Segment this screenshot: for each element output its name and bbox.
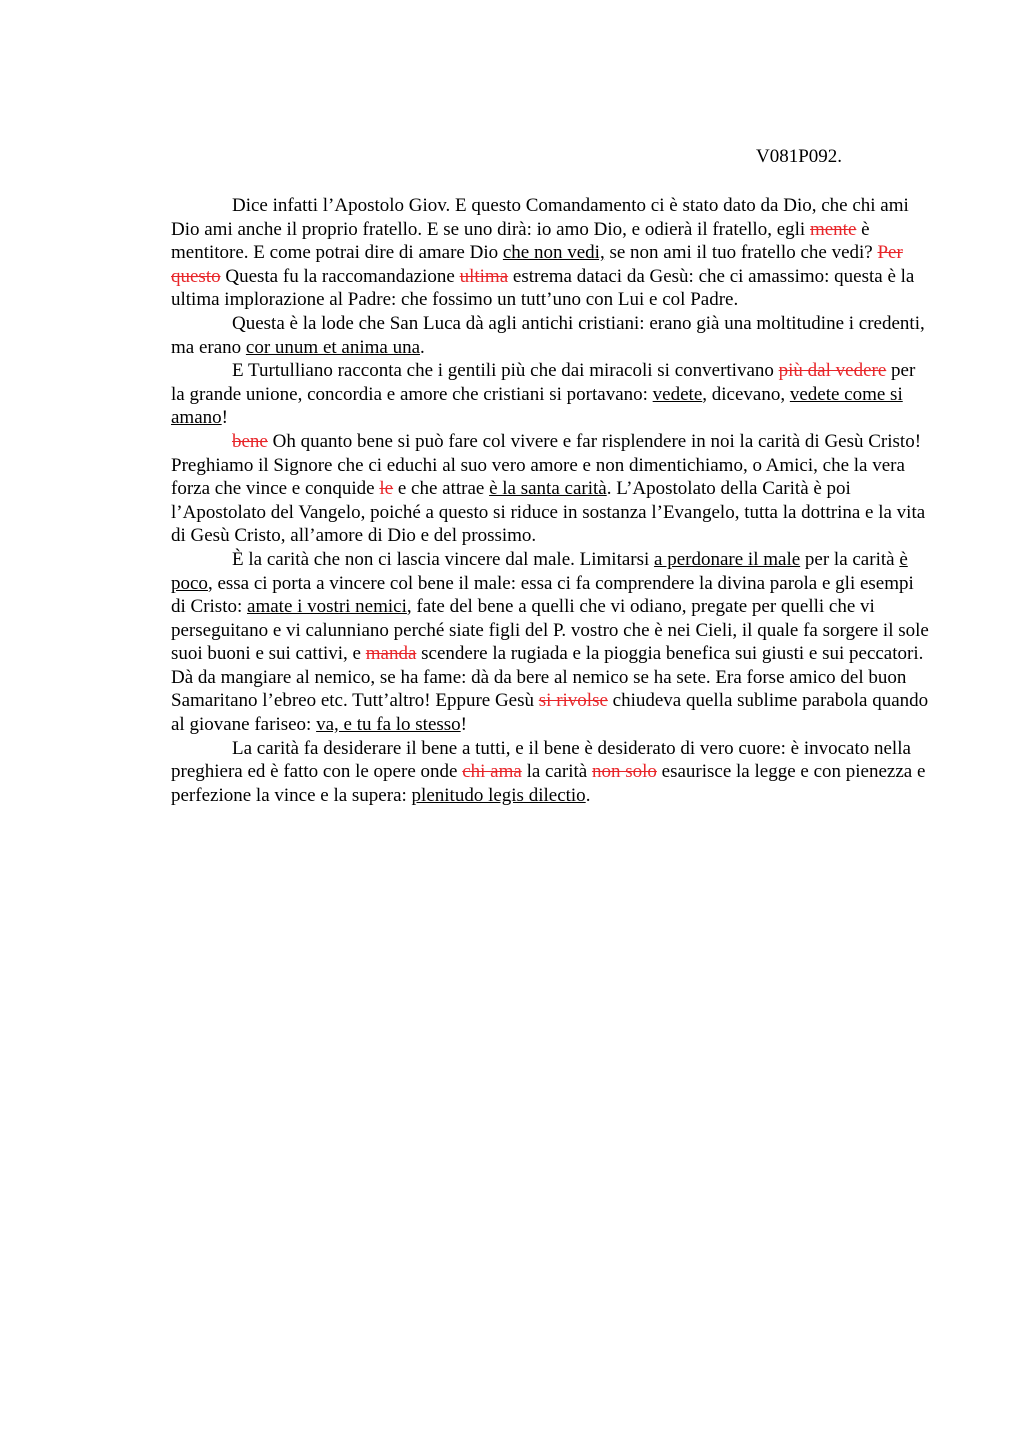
deleted-text: ultima <box>459 265 509 287</box>
deleted-text: le <box>379 478 394 500</box>
page-identifier: V081P092. <box>756 146 843 167</box>
paragraph <box>171 194 931 312</box>
text-run: . L’Apostolato della Carità è poi l’Apostolato del Vangelo, poiché a questo si riduce in sostanza l’Evangelo, tutta la dottrina e la vita di Gesù Cristo, all’amore di Dio e del prossimo. <box>171 478 926 547</box>
paragraph <box>171 359 931 430</box>
underlined-text: vedete come si amano <box>171 383 903 429</box>
text-run: estrema dataci da Gesù: che ci amassimo: questa è la ultima implorazione al Padre: che fossimo un tutt’uno con Lui e col Padre. <box>171 265 915 311</box>
text-run: la carità <box>521 761 592 783</box>
text-run: , essa ci porta a vincere col bene il male: essa ci fa comprendere la divina parola e gli esempi di Cristo: <box>171 572 914 618</box>
underlined-text: va, e tu fa lo stesso <box>316 714 461 736</box>
text-run: Oh quanto bene si può fare col vivere e far risplendere in noi la carità di Gesù Cristo! Preghiamo il Signore che ci educhi al suo vero amore e non dimentichiamo, o Amici, che la vera forza che vince e conquide <box>171 430 922 500</box>
deleted-text: non solo <box>591 761 657 783</box>
text-run: ! <box>460 714 467 736</box>
underlined-text: vedete <box>652 383 703 405</box>
deleted-text: Per questo <box>171 242 903 287</box>
deleted-text: bene <box>232 430 268 452</box>
text-run: , dicevano, <box>702 383 790 405</box>
underlined-text: a perdonare il male <box>654 548 801 570</box>
text-run: . <box>420 336 425 358</box>
paragraph <box>171 430 931 548</box>
text-run: è mentitore. E come potrai dire di amare Dio <box>171 218 870 264</box>
deleted-text: si rivolse <box>538 690 608 712</box>
text-run: . <box>585 784 591 806</box>
paragraph <box>171 312 931 359</box>
text-run: Questa è la lode che San Luca dà agli antichi cristiani: erano già una moltitudine i credenti, ma erano <box>171 312 925 358</box>
paragraph <box>171 737 931 808</box>
paragraph <box>171 548 931 737</box>
underlined-text: amate i vostri nemici <box>247 596 407 618</box>
text-run: È la carità che non ci lascia vincere dal male. Limitarsi <box>232 548 655 570</box>
text-run: La carità fa desiderare il bene a tutti, e il bene è desiderato di vero cuore: è invocato nella preghiera ed è fatto con le opere onde <box>171 737 911 783</box>
deleted-text: chi ama <box>462 761 522 783</box>
underlined-text: cor unum et anima una <box>245 336 421 358</box>
text-run: chiudeva quella sublime parabola quando al giovane fariseo: <box>171 690 929 736</box>
underlined-text: che non vedi, <box>502 242 605 264</box>
text-run: Questa fu la raccomandazione <box>220 265 460 287</box>
deleted-text: manda <box>365 643 417 665</box>
text-run: esaurisce la legge e con pienezza e perfezione la vince e la supera: <box>171 761 926 806</box>
underlined-text: plenitudo legis dilectio <box>411 784 586 806</box>
deleted-text: mente <box>809 218 857 240</box>
text-run: ! <box>221 407 228 429</box>
underlined-text: è poco <box>171 548 908 594</box>
deleted-text: più dal vedere <box>778 360 887 382</box>
text-run: E Turtulliano racconta che i gentili più che dai miracoli si convertivano <box>232 360 779 382</box>
text-run: per la grande unione, concordia e amore che cristiani si portavano: <box>171 360 916 405</box>
document-body <box>171 194 931 807</box>
text-run: Dice infatti l’Apostolo Giov. E questo Comandamento ci è stato dato da Dio, che chi ami Dio ami anche il proprio fratello. E se uno dirà: io amo Dio, e odierà il fratello, egli <box>171 195 909 240</box>
underlined-text: è la santa carità <box>489 478 607 500</box>
text-run: e che attrae <box>393 478 490 500</box>
text-run: per la carità <box>800 548 900 570</box>
text-run: se non ami il tuo fratello che vedi? <box>604 242 878 264</box>
text-run: , fate del bene a quelli che vi odiano, pregate per quelli che vi perseguitano e vi calunniano perché siate figli del P. vostro che è nei Cieli, il quale fa sorgere il sole suoi buoni e sui cattivi, e <box>171 596 929 665</box>
text-run: scendere la rugiada e la pioggia benefica sui giusti e sui peccatori. Dà da mangiare al nemico, se ha fame: dà da bere al nemico se ha sete. Era forse amico del buon Samaritano l’ebreo etc. Tutt’altro! Eppure Gesù <box>171 643 924 712</box>
